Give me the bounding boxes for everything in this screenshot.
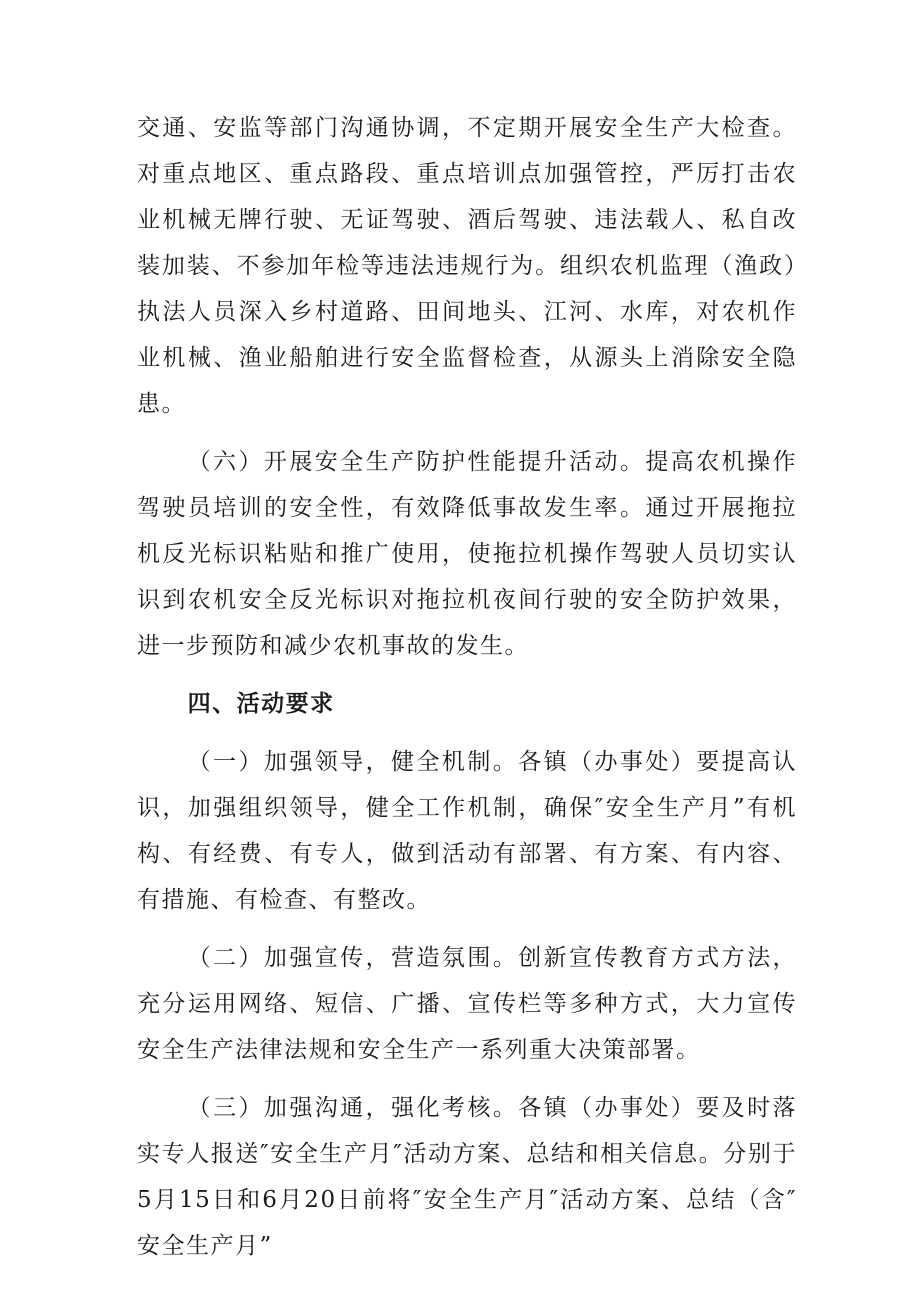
- section-heading-requirements: 四、活动要求: [187, 690, 335, 717]
- document-body: [137, 105, 797, 1281]
- paragraph-leadership: （一）加强领导，健全机制。各镇（办事处）要提高认识，加强组织领导，健全工作机制，确保″安全生产月”有机构、有经费、有专人，做到活动有部署、有方案、有内容、有措施、有检查、有整改。: [137, 749, 797, 913]
- paragraph-communication: （三）加强沟通，强化考核。各镇（办事处）要及时落实专人报送″安全生产月″活动方案、总结和相关信息。分别于5月15日和6月20日前将″安全生产月″活动方案、总结（含″安全生产月”: [137, 1095, 797, 1259]
- paragraph-publicity: （二）加强宣传，营造氛围。创新宣传教育方式方法，充分运用网络、短信、广播、宣传栏等多种方式，大力宣传安全生产法律法规和安全生产一系列重大决策部署。: [137, 945, 797, 1063]
- paragraph-protection-activity: （六）开展安全生产防护性能提升活动。提高农机操作驾驶员培训的安全性，有效降低事故发生率。通过开展拖拉机反光标识粘贴和推广使用，使拖拉机操作驾驶人员切实认识到农机安全反光标识对拖拉机夜间行驶的安全防护效果，进一步预防和减少农机事故的发生。: [137, 449, 797, 659]
- paragraph-enforcement-continuation: 交通、安监等部门沟通协调，不定期开展安全生产大检查。对重点地区、重点路段、重点培训点加强管控，严厉打击农业机械无牌行驶、无证驾驶、酒后驾驶、违法载人、私自改装加装、不参加年检等违法违规行为。组织农机监理（渔政）执法人员深入乡村道路、田间地头、江河、水库，对农机作业机械、渔业船舶进行安全监督检查，从源头上消除安全隐患。: [137, 115, 797, 417]
